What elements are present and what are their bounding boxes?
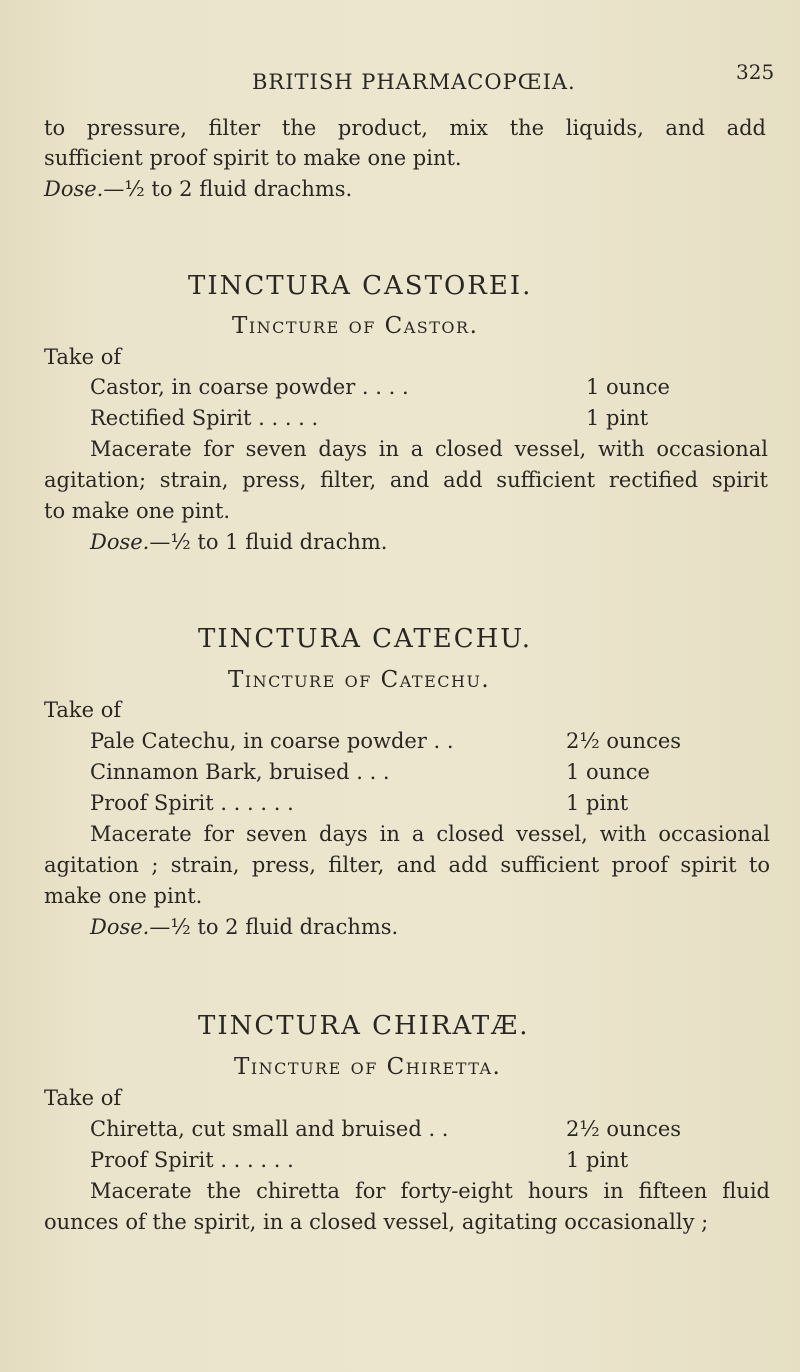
dose-line — [90, 530, 387, 554]
take-of: Take of — [44, 1086, 122, 1110]
ingredient-qty: 2½ ounces — [566, 729, 682, 753]
dose-text: —½ to 2 fluid drachms. — [149, 915, 399, 939]
ingredient-qty: 1 pint — [566, 791, 629, 815]
dose-text: —½ to 1 fluid drachm. — [149, 530, 388, 554]
dose-label: Dose. — [90, 915, 150, 939]
ingredient-qty: 1 ounce — [586, 375, 670, 399]
ingredient-name: Chiretta, cut small and bruised . . — [90, 1117, 449, 1141]
running-title: BRITISH PHARMACOPŒIA. — [252, 70, 576, 94]
ingredient-name: Proof Spirit . . . . . . — [90, 1148, 294, 1172]
ingredient-qty: 2½ ounces — [566, 1117, 682, 1141]
directions-line: Macerate for seven days in a closed vessel, with occasional — [90, 822, 770, 846]
ingredient-name: Castor, in coarse powder . . . . — [90, 375, 409, 399]
ingredient-qty: 1 pint — [586, 406, 649, 430]
directions-line: agitation ; strain, press, filter, and add sufficient proof spirit to — [44, 853, 770, 877]
dose-text: —½ to 2 fluid drachms. — [103, 177, 353, 201]
ingredient-name: Pale Catechu, in coarse powder . . — [90, 729, 454, 753]
body-line: to pressure, filter the product, mix the liquids, and add — [44, 116, 766, 140]
directions-line: agitation; strain, press, filter, and add sufficient rectified spirit — [44, 468, 768, 492]
directions-line: Macerate the chiretta for forty-eight hours in fifteen fluid — [90, 1179, 770, 1203]
directions-line: to make one pint. — [44, 499, 231, 523]
take-of: Take of — [44, 698, 122, 722]
section-title: TINCTURA CASTOREI. — [188, 271, 533, 301]
ingredient-name: Cinnamon Bark, bruised . . . — [90, 760, 390, 784]
section-subtitle: Tincture of Chiretta. — [234, 1054, 502, 1080]
dose-line — [44, 177, 352, 201]
directions-line: make one pint. — [44, 884, 203, 908]
section-subtitle: Tincture of Castor. — [232, 313, 479, 339]
page-number: 325 — [736, 60, 775, 84]
section-title: TINCTURA CATECHU. — [198, 624, 533, 654]
body-line: sufficient proof spirit to make one pint. — [44, 146, 462, 170]
ingredient-qty: 1 pint — [566, 1148, 629, 1172]
ingredient-name: Proof Spirit . . . . . . — [90, 791, 294, 815]
dose-label: Dose. — [44, 177, 104, 201]
ingredient-qty: 1 ounce — [566, 760, 650, 784]
section-subtitle: Tincture of Catechu. — [228, 667, 491, 693]
section-title: TINCTURA CHIRATÆ. — [198, 1011, 530, 1041]
take-of: Take of — [44, 345, 122, 369]
dose-line — [90, 915, 398, 939]
directions-line: ounces of the spirit, in a closed vessel, agitating occasionally ; — [44, 1210, 709, 1234]
dose-label: Dose. — [90, 530, 150, 554]
directions-line: Macerate for seven days in a closed vessel, with occasional — [90, 437, 768, 461]
ingredient-name: Rectified Spirit . . . . . — [90, 406, 319, 430]
